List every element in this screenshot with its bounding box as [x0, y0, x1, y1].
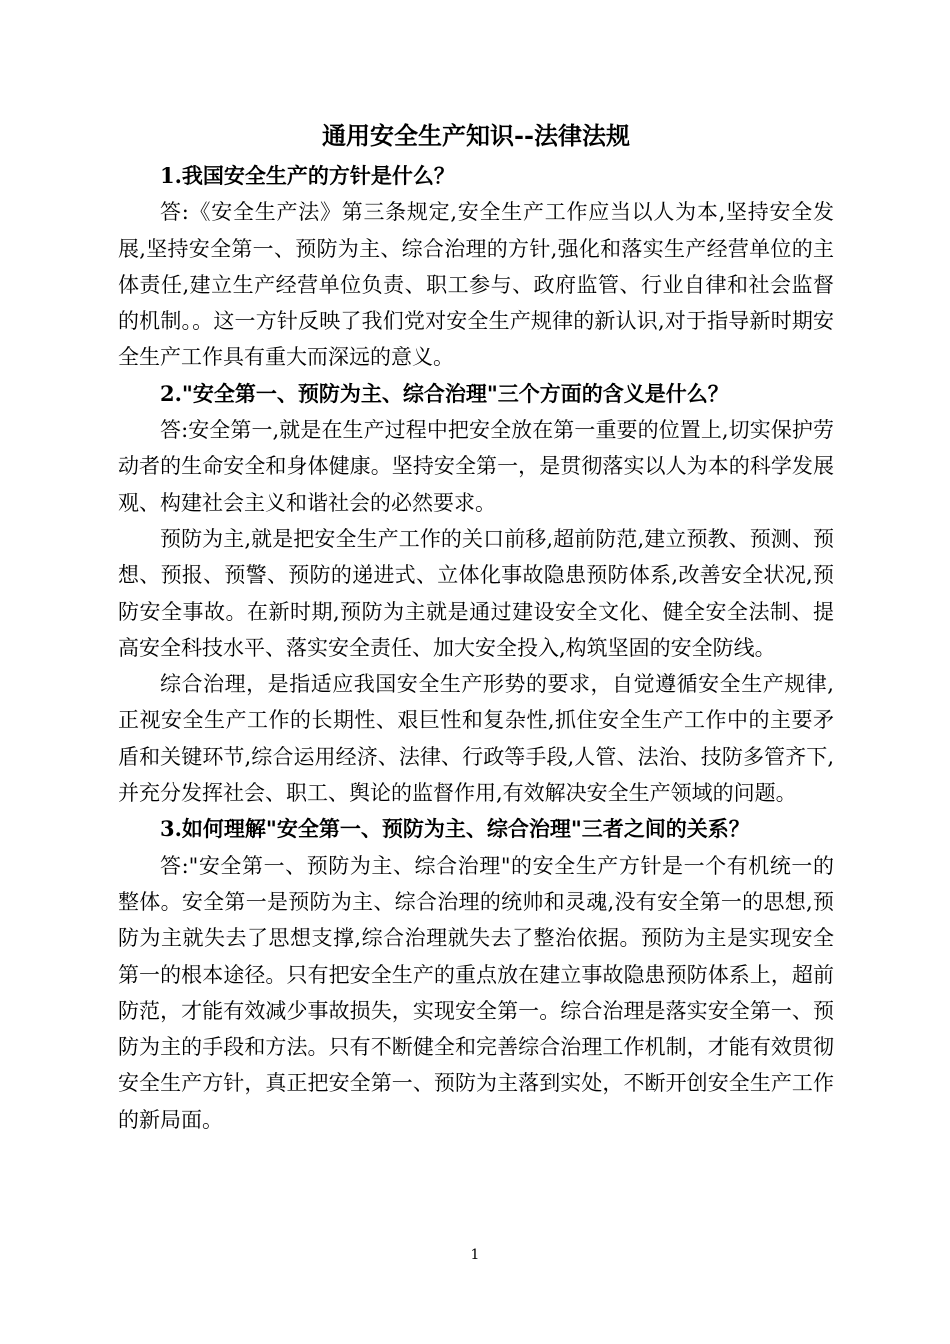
- answer-2-paragraph-2: 预防为主,就是把安全生产工作的关口前移,超前防范,建立预教、预测、预想、预报、预警、预防的递进式、立体化事故隐患预防体系,改善安全状况,预防安全事故。在新时期,预防为主就是通过建设安全文化、健全安全法制、提高安全科技水平、落实安全责任、加大安全投入,构筑坚固的安全防线。: [118, 526, 834, 660]
- page-number: 1: [470, 1247, 480, 1263]
- question-2: 2."安全第一、预防为主、综合治理"三个方面的含义是什么？: [160, 380, 729, 406]
- answer-3: 答:"安全第一、预防为主、综合治理"的安全生产方针是一个有机统一的整体。安全第一是预防为主、综合治理的统帅和灵魂,没有安全第一的思想,预防为主就失去了思想支撑,综合治理就失去了整治依据。预防为主是实现安全第一的根本途径。只有把安全生产的重点放在建立事故隐患预防体系上，超前防范，才能有效减少事故损失，实现安全第一。综合治理是落实安全第一、预防为主的手段和方法。只有不断健全和完善综合治理工作机制，才能有效贯彻安全生产方针，真正把安全第一、预防为主落到实处，不断开创安全生产工作的新局面。: [118, 853, 834, 1132]
- answer-2-paragraph-3: 综合治理，是指适应我国安全生产形势的要求，自觉遵循安全生产规律,正视安全生产工作的长期性、艰巨性和复杂性,抓住安全生产工作中的主要矛盾和关键环节,综合运用经济、法律、行政等手段,人管、法治、技防多管齐下,并充分发挥社会、职工、舆论的监督作用,有效解决安全生产领域的问题。: [118, 672, 834, 806]
- answer-2-paragraph-1: 答:安全第一,就是在生产过程中把安全放在第一重要的位置上,切实保护劳动者的生命安全和身体健康。坚持安全第一，是贯彻落实以人为本的科学发展观、构建社会主义和谐社会的必然要求。: [118, 418, 834, 515]
- document-title: 通用安全生产知识--法律法规: [322, 121, 630, 150]
- document-page: [118, 114, 834, 1138]
- question-3: 3.如何理解"安全第一、预防为主、综合治理"三者之间的关系？: [160, 816, 750, 842]
- question-1: 1.我国安全生产的方针是什么？: [160, 163, 455, 188]
- answer-1: 答:《安全生产法》第三条规定,安全生产工作应当以人为本,坚持安全发展,坚持安全第一、预防为主、综合治理的方针,强化和落实生产经营单位的主体责任,建立生产经营单位负责、职工参与、政府监管、行业自律和社会监督的机制。。这一方针反映了我们党对安全生产规律的新认识,对于指导新时期安全生产工作具有重大而深远的意义。: [118, 200, 834, 370]
